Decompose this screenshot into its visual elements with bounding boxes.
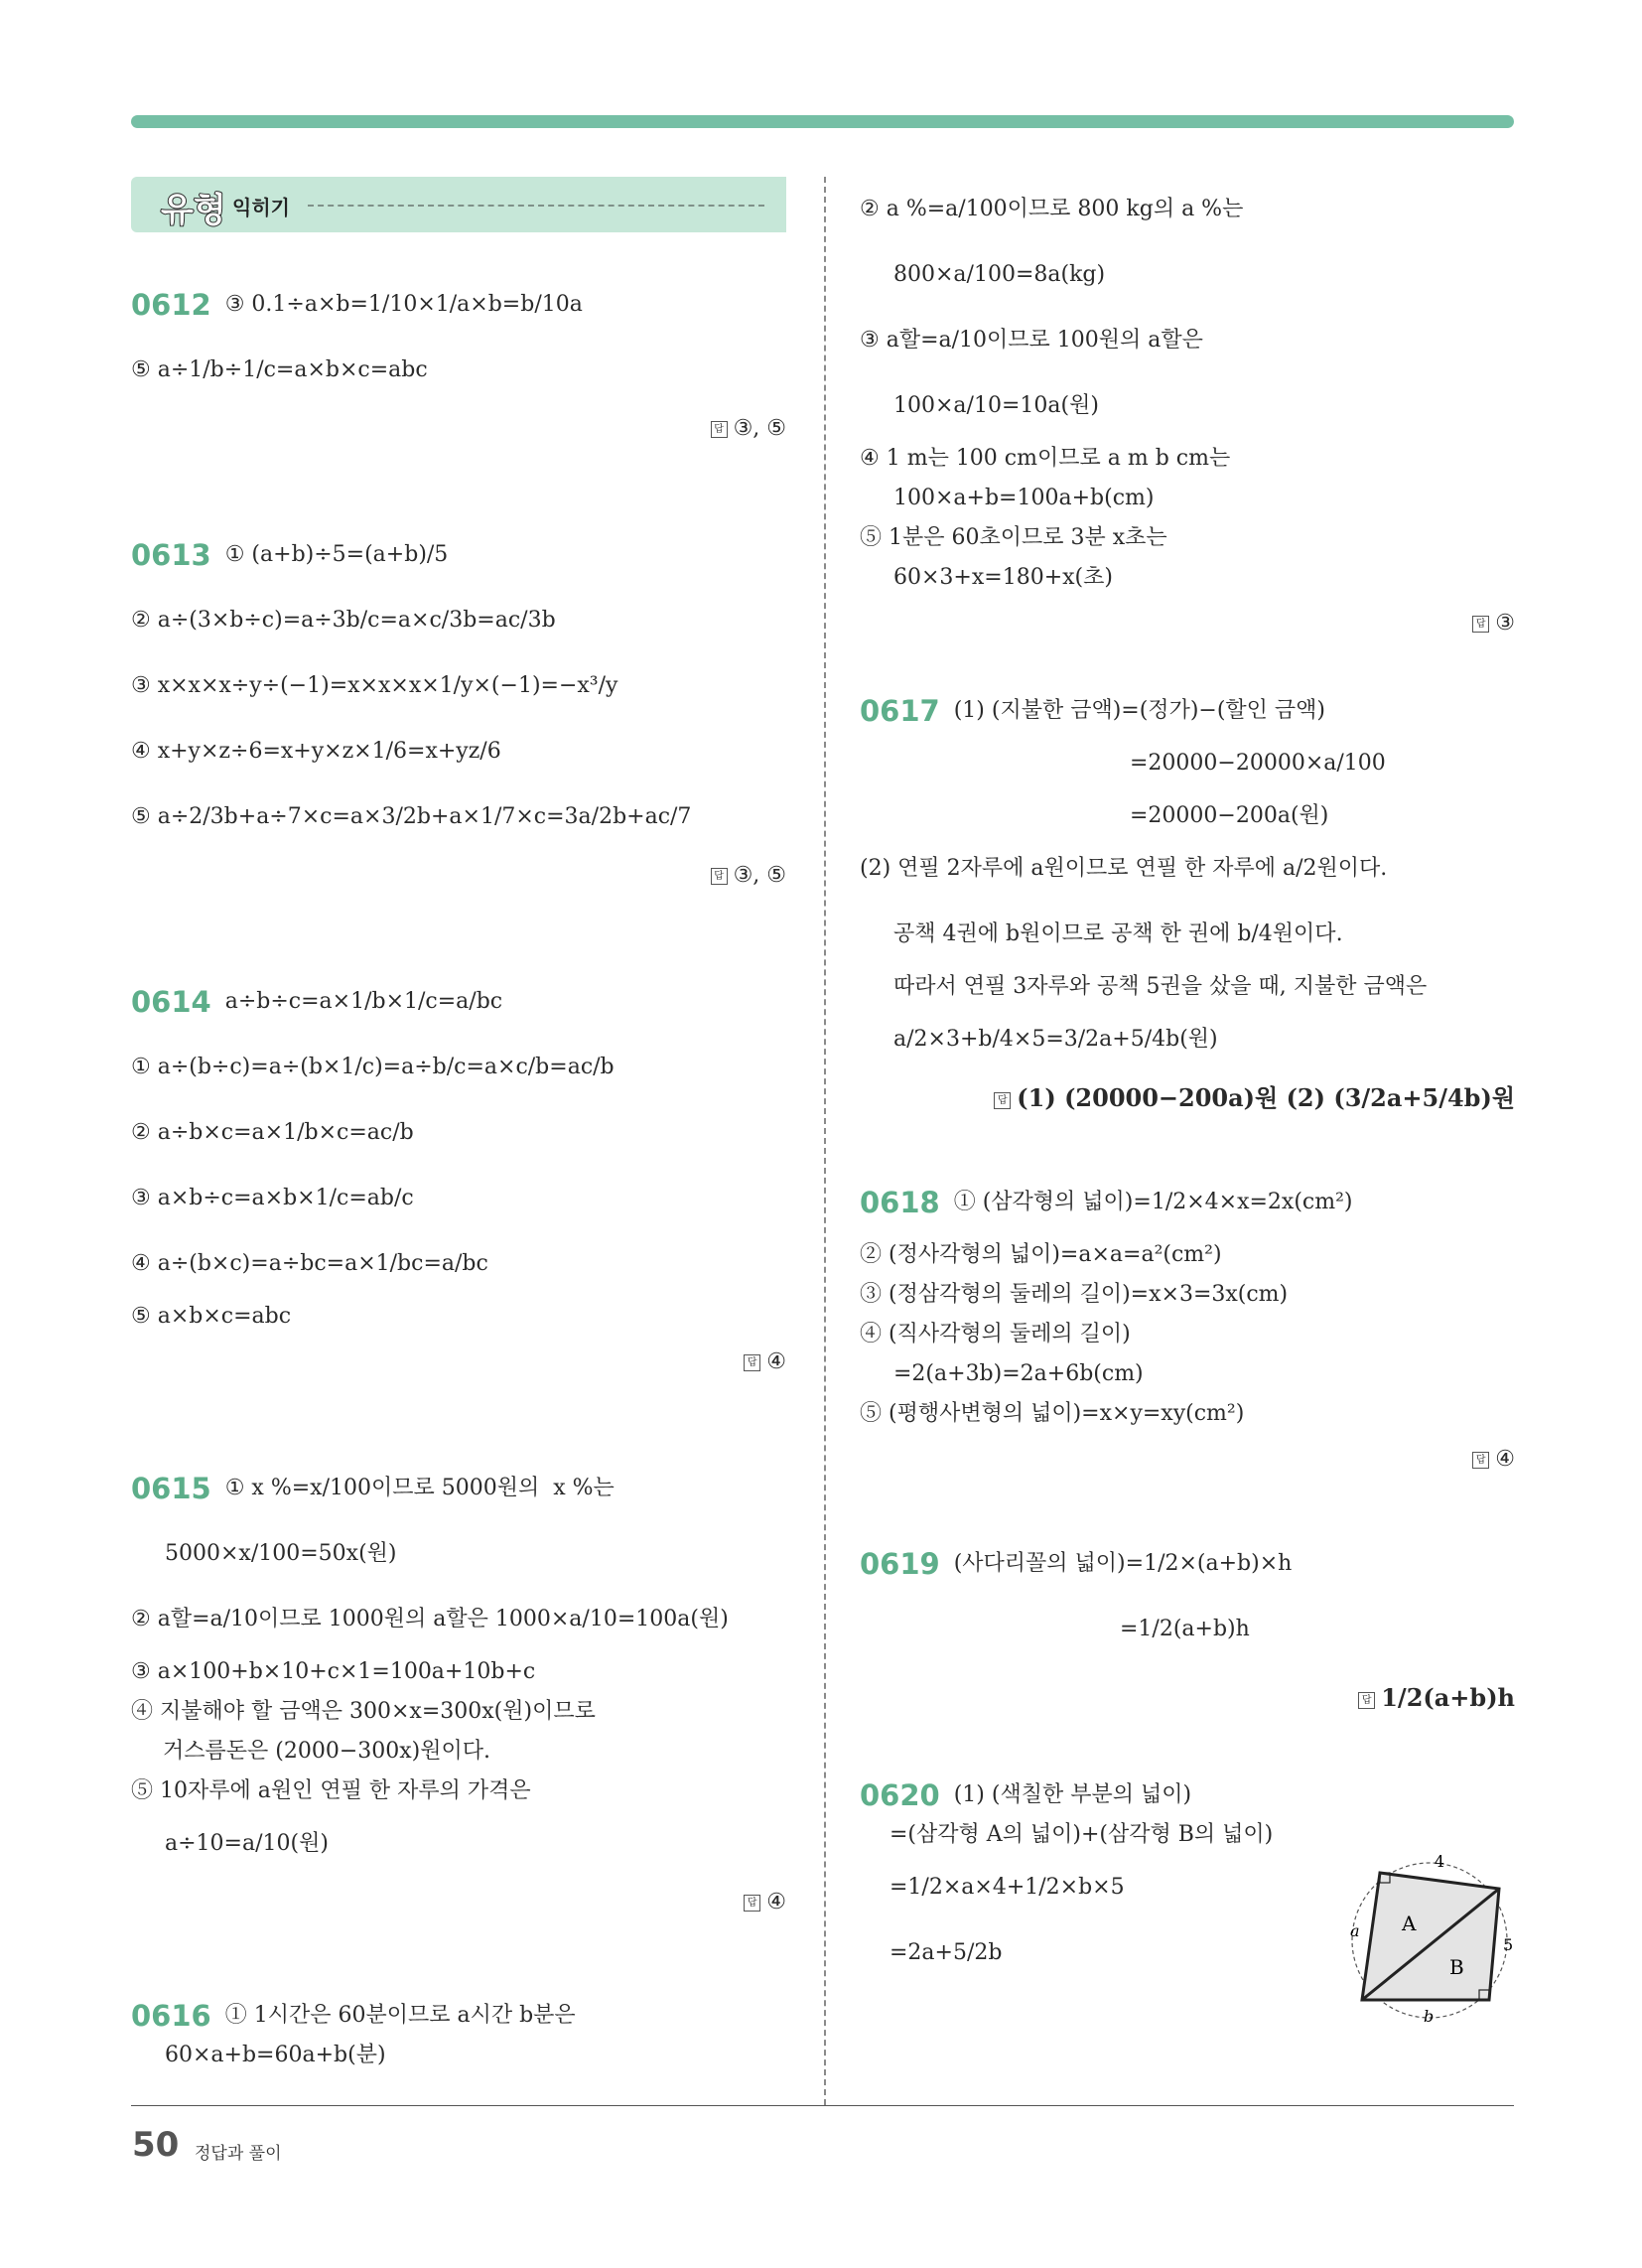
answer-row: [131, 1883, 786, 1922]
answer-row: [131, 409, 786, 449]
solution-line: ③ a할=a/10이므로 100원의 a할은: [860, 328, 1203, 353]
solution-line: ① 1시간은 60분이므로 a시간 b분은: [224, 2003, 576, 2028]
footer-divider: [131, 2105, 1514, 2106]
answer-row: [131, 856, 786, 896]
solution-line: ① a÷(b÷c)=a÷(b×1/c)=a÷b/c=a×c/b=ac/b: [131, 1055, 615, 1079]
problem-0616-continued: [860, 177, 1515, 643]
solution-line: 공책 4권에 b원이므로 공책 한 권에 b/4원이다.: [893, 921, 1343, 946]
solution-line: ② a÷b×c=a×1/b×c=ac/b: [131, 1120, 414, 1145]
answer-icon: 답: [744, 1354, 760, 1371]
solution-line: ⑤ (평행사변형의 넓이)=x×y=xy(cm²): [860, 1401, 1245, 1426]
left-column: [131, 177, 786, 2093]
problem-0612: [131, 272, 786, 449]
problem-number: 0617: [860, 694, 940, 728]
label-right: 5: [1503, 1935, 1514, 1954]
top-accent-bar: [131, 115, 1514, 128]
answer-value: ④: [766, 1890, 786, 1914]
problem-number: 0614: [131, 985, 211, 1019]
problem-0614: [131, 969, 786, 1382]
solution-line: =1/2(a+b)h: [1120, 1617, 1250, 1641]
solution-line: =2(a+3b)=2a+6b(cm): [893, 1361, 1144, 1386]
answer-value: ④: [1495, 1447, 1515, 1472]
answer-icon: 답: [711, 868, 728, 885]
solution-line: ② a할=a/10이므로 1000원의 a할은 1000×a/10=100a(원): [131, 1607, 729, 1631]
solution-line: ③ x×x×x÷y÷(−1)=x×x×x×1/y×(−1)=−x³/y: [131, 673, 618, 698]
solution-line: =20000−20000×a/100: [1130, 751, 1386, 776]
problem-number: 0619: [860, 1547, 940, 1581]
answer-icon: 답: [1472, 616, 1489, 633]
answer-value: (1) (20000−200a)원 (2) (3/2a+5/4b)원: [1017, 1083, 1515, 1112]
section-subtitle: 익히기: [232, 196, 290, 219]
problem-number: 0612: [131, 288, 211, 322]
problem-number: 0616: [131, 1999, 211, 2033]
section-badge: 유형: [161, 191, 226, 230]
answer-value: ③, ⑤: [733, 863, 786, 888]
solution-line: 100×a+b=100a+b(cm): [893, 486, 1155, 510]
solution-line: ① x %=x/100이므로 5000원의 x %는: [224, 1476, 615, 1500]
solution-line: =2a+5/2b: [889, 1940, 1003, 1965]
solution-line: 거스름돈은 (2000−300x)원이다.: [163, 1739, 490, 1764]
label-triangle-b: B: [1449, 1955, 1464, 1979]
solution-line: 5000×x/100=50x(원): [165, 1541, 397, 1566]
problem-0615: [131, 1456, 786, 1922]
label-left: a: [1350, 1921, 1360, 1940]
answer-value: 1/2(a+b)h: [1381, 1683, 1515, 1712]
solution-line: 800×a/100=8a(kg): [893, 262, 1106, 287]
answer-row: [860, 1078, 1515, 1118]
problem-0613: [131, 522, 786, 896]
answer-row: [860, 1668, 1515, 1728]
solution-line: (사다리꼴의 넓이)=1/2×(a+b)×h: [953, 1551, 1293, 1576]
answer-value: ③: [1495, 611, 1515, 636]
answer-value: ③, ⑤: [733, 416, 786, 441]
quadrilateral-figure: [1340, 1851, 1519, 2030]
solution-line: ④ a÷(b×c)=a÷bc=a×1/bc=a/bc: [131, 1251, 488, 1276]
solution-line: 100×a/10=10a(원): [893, 393, 1099, 418]
solution-line: (1) (색칠한 부분의 넓이): [953, 1782, 1192, 1807]
solution-line: (2) 연필 2자루에 a원이므로 연필 한 자루에 a/2원이다.: [860, 856, 1388, 881]
answer-icon: 답: [1472, 1452, 1489, 1469]
quadrilateral-shape: [1362, 1873, 1499, 2000]
answer-icon: 답: [1358, 1692, 1375, 1709]
solution-line: ③ a×b÷c=a×b×1/c=ab/c: [131, 1186, 414, 1210]
solution-line: ③ (정삼각형의 둘레의 길이)=x×3=3x(cm): [860, 1282, 1289, 1307]
solution-line: (1) (지불한 금액)=(정가)−(할인 금액): [953, 698, 1325, 723]
solution-line: 60×3+x=180+x(초): [893, 565, 1113, 590]
solution-line: ⑤ a÷1/b÷1/c=a×b×c=abc: [131, 357, 428, 382]
solution-line: =1/2×a×4+1/2×b×5: [889, 1875, 1125, 1900]
answer-icon: 답: [744, 1895, 760, 1912]
answer-row: [131, 1343, 786, 1382]
solution-line: =(삼각형 A의 넓이)+(삼각형 B의 넓이): [889, 1822, 1274, 1847]
solution-line: ⑤ a×b×c=abc: [131, 1304, 292, 1329]
answer-row: [860, 1440, 1515, 1480]
solution-line: 따라서 연필 3자루와 공책 5권을 샀을 때, 지불한 금액은: [893, 974, 1428, 999]
solution-line: ⑤ a÷2/3b+a÷7×c=a×3/2b+a×1/7×c=3a/2b+ac/7: [131, 804, 692, 829]
right-column: [860, 177, 1515, 2004]
solution-line: ④ 1 m는 100 cm이므로 a m b cm는: [860, 446, 1231, 471]
answer-row: [860, 604, 1515, 643]
solution-line: ② a÷(3×b÷c)=a÷3b/c=a×c/3b=ac/3b: [131, 608, 556, 633]
problem-0618: [860, 1170, 1515, 1480]
solution-line: ③ a×100+b×10+c×1=100a+10b+c: [131, 1659, 536, 1684]
solution-line: ① (삼각형의 넓이)=1/2×4×x=2x(cm²): [953, 1190, 1353, 1214]
solution-line: ① (a+b)÷5=(a+b)/5: [224, 542, 449, 567]
problem-number: 0618: [860, 1186, 940, 1219]
problem-number: 0615: [131, 1472, 211, 1505]
problem-number: 0613: [131, 538, 211, 572]
page-number: 50: [132, 2125, 180, 2165]
solution-line: =20000−200a(원): [1130, 803, 1329, 828]
problem-0619: [860, 1531, 1515, 1728]
label-triangle-a: A: [1402, 1912, 1417, 1935]
solution-line: a/2×3+b/4×5=3/2a+5/4b(원): [893, 1027, 1218, 1052]
section-header: [131, 177, 786, 232]
column-divider: [824, 177, 826, 2105]
solution-line: a÷b÷c=a×1/b×1/c=a/bc: [224, 989, 503, 1014]
problem-0616: [131, 1996, 786, 2075]
solution-line: ④ 지불해야 할 금액은 300×x=300x(원)이므로: [131, 1699, 596, 1724]
solution-line: ④ x+y×z÷6=x+y×z×1/6=x+yz/6: [131, 739, 501, 764]
solution-line: ④ (직사각형의 둘레의 길이): [860, 1322, 1131, 1347]
label-top: 4: [1434, 1852, 1445, 1871]
answer-icon: 답: [994, 1092, 1011, 1109]
solution-line: ⑤ 10자루에 a원인 연필 한 자루의 가격은: [131, 1778, 531, 1803]
solution-line: ③ 0.1÷a×b=1/10×1/a×b=b/10a: [224, 292, 583, 317]
solution-line: ⑤ 1분은 60초이므로 3분 x초는: [860, 525, 1167, 550]
solution-line: ② (정사각형의 넓이)=a×a=a²(cm²): [860, 1242, 1222, 1267]
problem-0617: [860, 691, 1515, 1118]
solution-line: a÷10=a/10(원): [165, 1831, 329, 1856]
label-bottom: b: [1424, 2007, 1435, 2026]
problem-number: 0620: [860, 1778, 940, 1812]
solution-line: 60×a+b=60a+b(분): [165, 2043, 386, 2067]
solution-line: ② a %=a/100이므로 800 kg의 a %는: [860, 197, 1244, 221]
answer-icon: 답: [711, 421, 728, 438]
header-dash-line: [308, 205, 764, 207]
answer-value: ④: [766, 1349, 786, 1374]
page-label: 정답과 풀이: [195, 2144, 282, 2164]
